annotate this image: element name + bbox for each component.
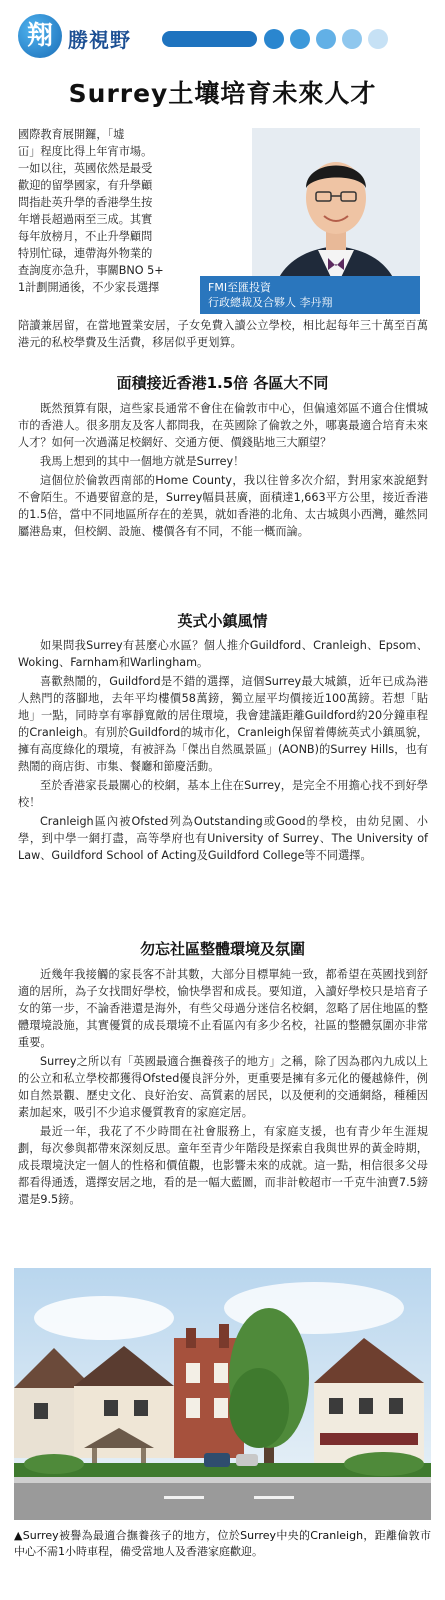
author-title: 行政總裁及合夥人 李丹翔	[208, 296, 333, 309]
paragraph: Surrey之所以有「英國最適合撫養孩子的地方」之稱，除了因為郡內九成以上的公立和私立學校都獲得Ofsted優良評分外，更重要是擁有多元化的優越條件，例如自然景觀、歷史文化、良好治安、高質素的居民，以及便利的交通網絡，種種因素加起來，吸引不少追求優質教育的家庭定居。	[18, 1055, 428, 1119]
street-scene-illustration	[14, 1268, 431, 1520]
section-heading-community: 勿忘社區整體環境及氛圍	[139, 940, 305, 958]
paragraph: 最近一年，我花了不少時間在社會服務上，有家庭支援，也有青少年生涯規劃，每次參與都帶來深刻反思。童年至青少年階段是探索自我與世界的黃金時期，成長環境決定一個人的性格和價值觀，也影響未來的成就。這一點，相信很多父母都看得通透，選擇安居之地，看的是一幅大藍圖，而非計較超市一千克牛油賣7.5鎊還是9.5鎊。	[18, 1125, 428, 1206]
section-heading-area: 面積接近香港1.5倍 各區大不同	[116, 374, 329, 392]
header-dot	[290, 29, 310, 49]
intro-continuation-text: 陪讀兼居留，在當地置業安居，子女免費入讀公立學校，相比起每年三十萬至百萬港元的私校學費及生活費，移居似乎更划算。	[18, 319, 428, 349]
header-dot	[264, 29, 284, 49]
paragraph: 如果問我Surrey有甚麼心水區？個人推介Guildford、Cranleigh、Epsom、Woking、Farnham和Warlingham。	[18, 639, 428, 669]
author-caption	[200, 276, 420, 314]
paragraph: 既然預算有限，這些家長通常不會住在倫敦市中心，但偏遠郊區不適合住慣城市的香港人。很多朋友及客人都問我，在英國除了倫敦之外，哪裏最適合培育未來人才？如何一次過滿足校網好、交通方便、價錢貼地三大願望？	[18, 402, 428, 449]
paragraph: 喜歡熱鬧的，Guildford是不錯的選擇，這個Surrey最大城鎮，近年已成為港人熱門的落腳地，去年平均樓價58萬鎊，獨立屋平均價接近100萬鎊。若想「貼地」一點，同時享有寧靜寬敞的居住環境，我會建議距離Guildford約20分鐘車程的Cranleigh。有別於Guildford的城市化，Cranleigh保留着傳統英式小鎮風貌，擁有高度綠化的環境，有被評為「傑出自然風景區」(AONB)的Surrey Hills，也有熱鬧的商店街、市集、餐廳和節慶活動。	[18, 675, 428, 773]
section-town	[18, 637, 428, 866]
cranleigh-street-photo	[14, 1268, 431, 1520]
column-logo: 翔	[18, 14, 62, 58]
paragraph: 我馬上想到的其中一個地方就是Surrey！	[40, 455, 245, 468]
column-header	[12, 10, 437, 60]
intro-line: 特別忙碌，連帶海外物業的	[18, 247, 153, 260]
intro-line: 歡迎的留學國家，有升學顧	[18, 179, 153, 192]
intro-line: 每年放榜月，不止升學顧問	[18, 230, 153, 243]
article-headline: Surrey土壤培育未來人才	[68, 79, 377, 108]
paragraph: Cranleigh區內被Ofsted列為Outstanding或Good的學校，由幼兒園、小學，到中學一網打盡，高等學府也有University of Surrey、The University of Law、Guildford School of Acting及Guildford College等不同選擇。	[18, 815, 428, 862]
intro-line: 國際教育展開鑼，「墟	[18, 128, 125, 141]
author-company: FMI至匯投資	[208, 281, 272, 294]
header-bar-decoration	[162, 31, 257, 47]
section-heading-town: 英式小鎮風情	[177, 612, 268, 630]
intro-line: 年增長超過兩至三成。其實	[18, 213, 153, 226]
paragraph: 至於香港家長最關心的校網，基本上住在Surrey，是完全不用擔心找不到好學校！	[18, 779, 428, 809]
intro-line: 冚」程度比得上年宵市場。	[18, 145, 153, 158]
intro-continuation	[18, 317, 428, 351]
intro-line: 一如以往，英國依然是最受	[18, 162, 153, 175]
photo-caption: ▲Surrey被譽為最適合撫養孩子的地方，位於Surrey中央的Cranleigh，距離倫敦市中心不需1小時車程，備受當地人及香港家庭歡迎。	[14, 1529, 431, 1558]
paragraph: 這個位於倫敦西南部的Home County，我以往曾多次介紹，對用家來說絕對不會陌生。不過要留意的是，Surrey幅員甚廣，面積達1,663平方公里，接近香港的1.5倍，當中不同地區所存在的差異，就如香港的北角、太古城與小西灣，雖然同屬港島東，但校網、設施、樓價各有不同，不能一概而論。	[18, 474, 428, 538]
intro-column	[18, 126, 194, 296]
paragraph: 近幾年我接觸的家長客不計其數，大部分目標單純一致，都希望在英國找到舒適的居所，為子女找間好學校，愉快學習和成長。要知道，入讀好學校只是培育子女的第一步，不論香港還是海外，有些父母過分迷信名校網，忽略了居住地區的整體環境設施，其實優質的成長環境不止看區內有多少名校，社區的整體氛圍亦非常重要。	[18, 968, 428, 1049]
header-dot	[368, 29, 388, 49]
header-dot	[316, 29, 336, 49]
intro-line: 查詢度亦急升，事關BNO 5+	[18, 264, 164, 277]
intro-line: 1計劃開通後，不少家長選擇	[18, 281, 160, 294]
section-community	[18, 966, 428, 1210]
column-brand: 勝視野	[68, 28, 131, 52]
section-area	[18, 400, 428, 542]
intro-line: 問指赴英升學的香港學生按	[18, 196, 153, 209]
header-dot	[342, 29, 362, 49]
